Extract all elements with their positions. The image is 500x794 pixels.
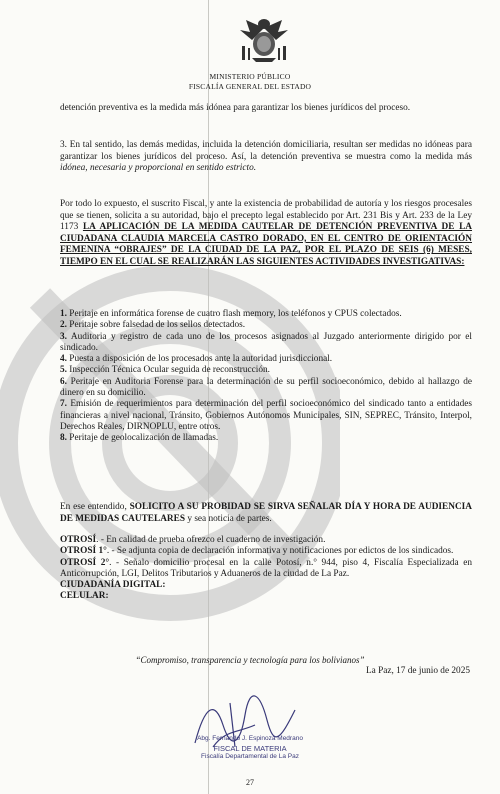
activities-list — [60, 309, 472, 445]
activity-text: Emisión de requerimientos para determinación del perfil socioeconómico del sindicado tanto a entidades financieras a nivel nacional, Tránsito, Gobiernos Autónomos Municipales, SIN, SEPREC, Tránsito, Interpol, Derechos Reales, DIRNOPLU, entre otros. — [60, 399, 472, 432]
activity-text: Inspección Técnica Ocular seguida de reconstrucción. — [66, 365, 270, 376]
signer-name: Abg. Fernando J. Espinoza Medrano — [197, 735, 303, 742]
otrosi-section — [60, 535, 472, 603]
activity-text: Peritaje sobre falsedad de los sellos detectados. — [66, 320, 246, 331]
institutional-motto: “Compromiso, transparencia y tecnología para los bolivianos” — [135, 655, 365, 665]
otrosi-label: OTROSÍ 2° — [60, 557, 110, 568]
otrosi-text: . - Se adjunta copia de declaración informativa y notificaciones por edictos de los sindicados. — [106, 546, 454, 557]
activity-number: 7. — [60, 399, 67, 410]
coat-of-arms-icon — [236, 12, 292, 64]
otrosi-text: . - Señalo domicilio procesal en la calle Potosí, n.° 944, piso 4, Fiscalía Especializada en Anticorrupción, LGI, Delitos Tributarios y Aduaneros de la ciudad de La Paz. — [60, 557, 473, 579]
activity-text: Peritaje de geolocalización de llamadas. — [66, 433, 219, 444]
paragraph-request-bold: LA APLICACIÓN DE LA MEDIDA CAUTELAR DE DETENCIÓN PREVENTIVA DE LA CIUDADANA CLAUDIA MARCELA CASTRO DORADO, EN EL CENTRO DE ORIENTACIÓN FEMENINA “OBRAJES” DE LA CIUDAD DE LA PAZ, POR EL PLAZO DE SEIS (6) MESES, TIEMPO EN EL CUAL SE REALIZARÁN LAS SIGUIENTES ACTIVIDADES INVESTIGATIVAS: — [60, 222, 473, 267]
activity-number: 1. — [60, 309, 67, 319]
activity-text: Peritaje en Auditoria Forense para la determinación de su perfil socioeconómico, debido al hallazgo de dinero en su domicilio. — [60, 376, 472, 399]
activity-item — [60, 433, 472, 444]
otrosi-text: . - En calidad de prueba ofrezco el cuaderno de investigación. — [96, 535, 326, 545]
paragraph-3 — [60, 140, 472, 175]
activity-item — [60, 354, 472, 365]
hearing-request-intro: En ese entendido, — [60, 502, 130, 512]
signer-role: FISCAL DE MATERIA — [213, 744, 287, 753]
otrosi-label: CELULAR: — [60, 591, 109, 602]
otrosi-item — [60, 546, 472, 557]
hearing-request — [60, 502, 472, 525]
activity-item — [60, 332, 472, 355]
activity-text: Auditoria y registro de cada uno de los procesos asignados al Juzgado anteriormente dirigido por el sindicado. — [60, 331, 472, 353]
activity-text: Puesta a disposición de los procesados ante la autoridad jurisdiccional. — [66, 354, 333, 365]
institution-name: MINISTERIO PÚBLICO — [209, 72, 291, 81]
otrosi-label: CIUDADANÍA DIGITAL: — [60, 580, 166, 591]
paragraph-3-text: 3. En tal sentido, las demás medidas, incluida la detención domiciliaria, resultan ser medidas no idóneas para garantizar los bienes jurídicos del proceso. Así, la detención preventiva se muestra como la medida más — [60, 140, 472, 162]
hearing-request-end: y sea noticia de partes. — [185, 513, 272, 524]
activity-text: Peritaje en informática forense de cuatro flash memory, los teléfonos y CPUS colectados. — [66, 309, 402, 319]
activity-number: 8. — [60, 433, 67, 444]
otrosi-item — [60, 580, 472, 591]
activity-number: 4. — [60, 354, 67, 365]
paragraph-3-emphasis: idónea, necesaria y proporcional en sentido estricto. — [60, 163, 257, 174]
otrosi-item — [60, 535, 472, 546]
activity-number: 3. — [60, 331, 67, 342]
otrosi-item — [60, 558, 472, 581]
activity-item — [60, 320, 472, 331]
activity-item — [60, 399, 472, 433]
activity-number: 2. — [60, 320, 67, 331]
activity-item — [60, 377, 472, 400]
paragraph-continuation: detención preventiva es la medida más idónea para garantizar los bienes jurídicos del proceso. — [60, 103, 411, 113]
activity-item — [60, 365, 472, 376]
activity-item — [60, 309, 472, 320]
paragraph-request — [60, 199, 472, 269]
otrosi-item — [60, 591, 472, 602]
otrosi-label: OTROSÍ 1° — [60, 546, 107, 557]
otrosi-label: OTROSÍ — [60, 535, 97, 545]
page-number: 27 — [246, 778, 254, 787]
signer-office: Fiscalía Departamental de La Paz — [201, 753, 299, 760]
paragraph-request-text: Por todo lo expuesto, el suscrito Fiscal, y ante la existencia de probabilidad de autoría y los riesgos procesales que se tienen, solicita a su autoridad, bajo el precepto legal establecido por Art. 231 Bis y Art. 233 de la Ley 1173 — [60, 199, 472, 233]
hearing-request-bold: SOLICITO A SU PROBIDAD SE SIRVA SEÑALAR DÍA Y HORA DE AUDIENCIA DE MEDIDAS CAUTELARES — [60, 502, 472, 524]
document-date: La Paz, 17 de junio de 2025 — [365, 666, 470, 676]
activity-number: 6. — [60, 376, 67, 387]
office-name: FISCALÍA GENERAL DEL ESTADO — [188, 82, 312, 91]
activity-number: 5. — [60, 365, 67, 376]
